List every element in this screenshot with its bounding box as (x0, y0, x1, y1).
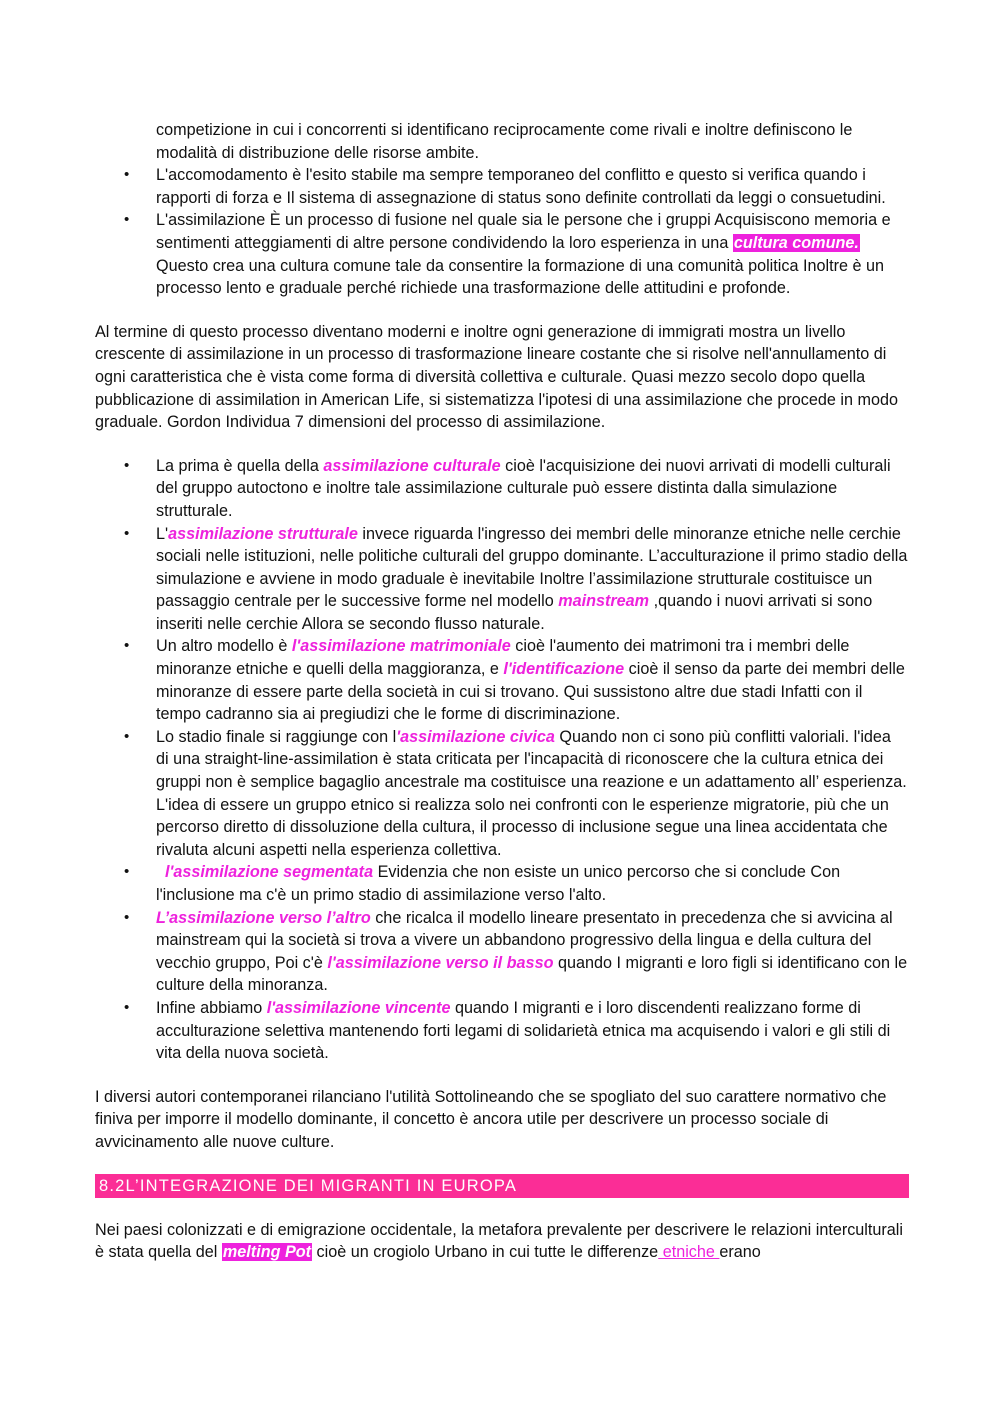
list-item (95, 523, 908, 636)
list-item (95, 997, 908, 1065)
list-item-text (156, 863, 165, 881)
list-item-text: Lo stadio finale si raggiunge con l (156, 727, 397, 746)
list-item (95, 861, 908, 906)
list-item-text: cioè l'aumento dei matrimoni tra i membri delle minoranze etniche e quelli della maggioranza, e (156, 637, 850, 679)
list-item (95, 164, 908, 209)
list-item-text: L' (156, 524, 169, 543)
list-item-text: Infine abbiamo (156, 998, 267, 1017)
highlighted-term: l'assimilazione matrimoniale (291, 637, 511, 656)
paragraph: Al termine di questo processo diventano moderni e inoltre ogni generazione di immigrati mostra un livello crescente di assimilazione in un processo di trasformazione lineare costante che si risolve nell'annullamento di ogni caratteristica che è vista come forma di diversità collettiva e culturale. Quasi mezzo secolo dopo quella pubblicazione di assimilation in American Life, si sistematizza l'ipotesi di una assimilazione che procede in modo graduale. Gordon Individua 7 dimensioni del processo di assimilazione. (95, 322, 898, 432)
list-item-text: L'accomodamento è l'esito stabile ma sempre temporaneo del conflitto e questo si verifica quando i rapporti di forza e Il sistema di assegnazione di status sono definite controllati da leggi o consuetudini. (156, 166, 886, 207)
list-item (95, 635, 908, 725)
list-item-text: L'assimilazione È un processo di fusione nel quale sia le persone che i gruppi Acquisiscono memoria e sentimenti atteggiamenti di altre persone condividendo la loro esperienza in una (156, 211, 891, 252)
highlighted-term: melting Pot (222, 1243, 312, 1262)
list-item-text: Un altro modello è (156, 637, 292, 656)
highlighted-term: l'assimilazione vincente (266, 998, 451, 1017)
list-item-text: invece riguarda l'ingresso dei membri delle minoranze etniche nelle cerchie sociali nelle istituzioni, nelle politiche culturali del gruppo dominante. L’acculturazione il primo stadio della simulazione e avviene in modo graduale è inevitabile Inoltre l’assimilazione strutturale costituisce un passaggio centrale per le successive forme nel modello (156, 524, 908, 611)
list-item-text: cioè l'acquisizione dei nuovi arrivati di modelli culturali del gruppo autoctono e inoltre tale assimilazione culturale può essere distinta dalla simulazione strutturale. (156, 456, 891, 520)
list-item (95, 907, 908, 997)
section-heading: 8.2L’INTEGRAZIONE DEI MIGRANTI IN EUROPA (95, 1174, 909, 1198)
paragraph: I diversi autori contemporanei rilanciano l'utilità Sottolineando che se spogliato del suo carattere normativo che finiva per imporre il modello dominante, il concetto è ancora utile per descrivere un processo sociale di avvicinamento alle nuove culture. (95, 1087, 887, 1151)
link-etniche[interactable]: etniche (658, 1243, 720, 1262)
highlighted-term: l'identificazione (503, 660, 625, 679)
list-item-text: quando I migranti e i loro discendenti realizzano forme di acculturazione selettiva mantenendo forti legami di solidarietà etnica ma acquisendo i valori e gli stili di vita della nuova società. (156, 998, 891, 1063)
highlighted-term: 'assimilazione civica (396, 727, 555, 746)
paragraph-text: erano (719, 1243, 761, 1262)
bullet-list-2 (95, 455, 908, 1065)
highlighted-term: assimilazione strutturale (168, 524, 358, 543)
list-item-text: Questo crea una cultura comune tale da consentire la formazione di una comunità politica Inoltre è un processo lento e graduale perché richiede una trasformazione delle attitudini e profonde. (156, 256, 884, 298)
list-item-text: ,quando i nuovi arrivati si sono inseriti nelle cerchie Allora se secondo flusso naturale. (156, 592, 873, 633)
list-item-text: La prima è quella della (156, 456, 324, 475)
list-item-text: cioè il senso da parte dei membri delle minoranze di essere parte della società in cui si trovano. Qui sussistono altre due stadi Infatti con il tempo cadranno sia ai pregiudizi che le forme di discriminazione. (156, 660, 905, 724)
highlighted-term: l'assimilazione segmentata (165, 863, 374, 882)
list-item (95, 455, 908, 523)
list-item (95, 209, 908, 299)
highlighted-term: assimilazione culturale (323, 456, 501, 475)
list-item-text: Evidenzia che non esiste un unico percorso che si conclude Con l'inclusione ma c'è un primo stadio di assimilazione verso l'alto. (156, 863, 841, 904)
list-item (95, 726, 908, 862)
paragraph (95, 1219, 908, 1264)
list-item-text: quando I migranti e loro figli si identificano con le culture della minoranza. (156, 953, 908, 995)
highlighted-term: cultura comune. (733, 233, 859, 252)
highlighted-term: l'assimilazione verso il basso (327, 953, 554, 972)
highlighted-term: L’assimilazione verso l’altro (156, 908, 371, 927)
highlighted-term: mainstream (558, 592, 650, 611)
bullet-list-1 (95, 164, 908, 300)
paragraph-text: Nei paesi colonizzati e di emigrazione occidentale, la metafora prevalente per descrivere le relazioni interculturali è stata quella del (95, 1220, 903, 1262)
list-item-text: Quando non ci sono più conflitti valoriali. l'idea di una straight-line-assimilation è stata criticata per l'incapacità di riconoscere che la cultura etnica dei gruppi non è semplice bagaglio ancestrale ma costituisce una reazione e un adattamento all’ esperienza. L'idea di essere un gruppo etnico si realizza solo nei confronti con le esperienze migratorie, più che un percorso diretto di dissoluzione della cultura, il processo di inclusione segue una linea accidentata che rivaluta alcuni aspetti nella esperienza collettiva. (156, 727, 907, 859)
continuation-text: competizione in cui i concorrenti si identificano reciprocamente come rivali e inoltre definiscono le modalità di distribuzione delle risorse ambite. (156, 121, 853, 162)
list-item-text: che ricalca il modello lineare presentato in precedenza che si avvicina al mainstream qui la società si trova a vivere un abbandono progressivo della lingua e della cultura del vecchio gruppo, Poi c'è (156, 908, 893, 972)
paragraph-text: cioè un crogiolo Urbano in cui tutte le differenze (312, 1243, 659, 1262)
